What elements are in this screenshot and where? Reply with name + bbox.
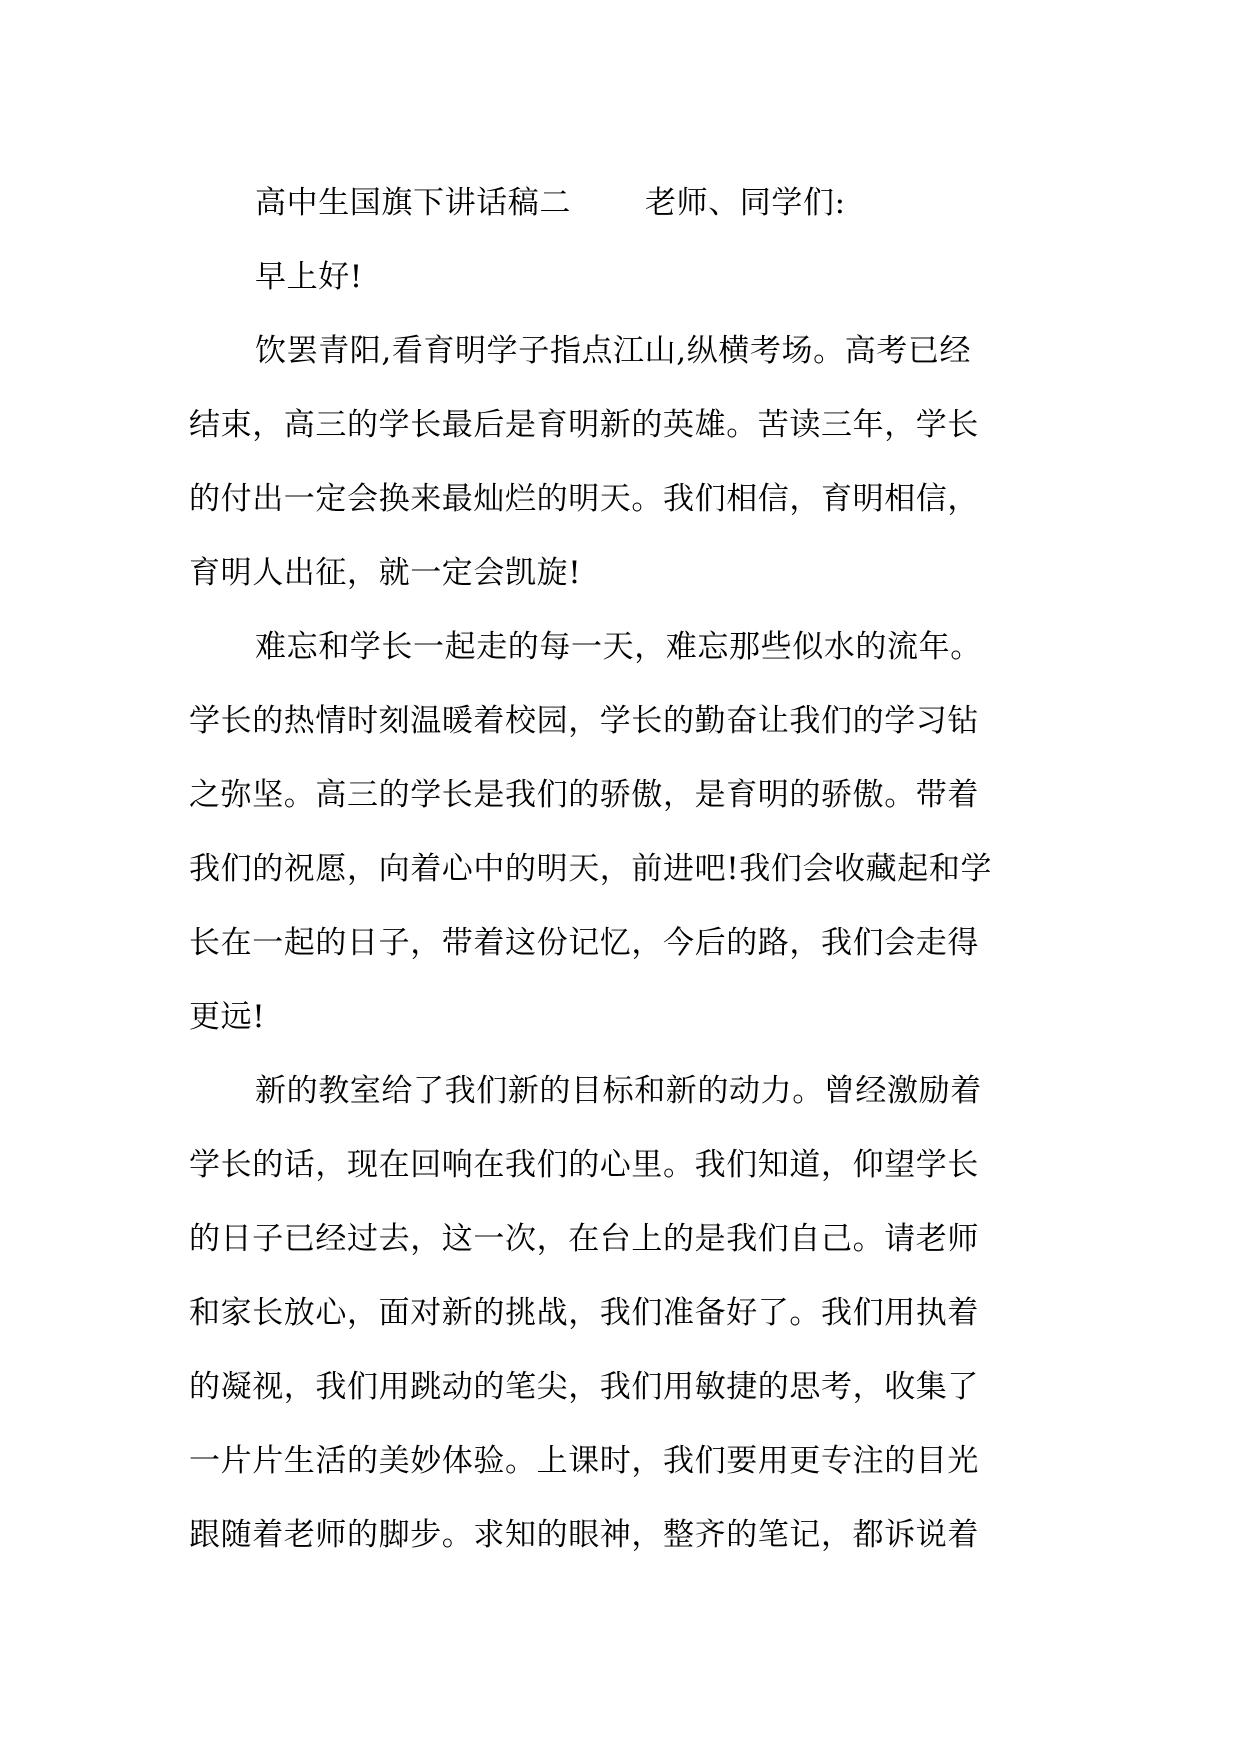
paragraph-line: 学长的热情时刻温暖着校园，学长的勤奋让我们的学习钻 [189, 703, 979, 739]
speech-body [189, 166, 1057, 1572]
greeting: 早上好! [255, 259, 363, 295]
paragraph-line: 更远! [189, 999, 266, 1035]
paragraph-line: 的付出一定会换来最灿烂的明天。我们相信，育明相信， [189, 481, 979, 517]
paragraph-line: 饮罢青阳,看育明学子指点江山,纵横考场。高考已经 [255, 333, 972, 369]
paragraph-line: 难忘和学长一起走的每一天，难忘那些似水的流年。 [255, 629, 982, 665]
paragraph-line: 新的教室给了我们新的目标和新的动力。曾经激励着 [255, 1073, 982, 1109]
paragraph-line: 一片片生活的美妙体验。上课时，我们要用更专注的目光 [189, 1443, 979, 1479]
paragraph-line: 长在一起的日子，带着这份记忆，今后的路，我们会走得 [189, 925, 979, 961]
paragraph-line: 学长的话，现在回响在我们的心里。我们知道，仰望学长 [189, 1147, 979, 1183]
title-line [189, 166, 1057, 240]
paragraph-line: 之弥坚。高三的学长是我们的骄傲，是育明的骄傲。带着 [189, 777, 979, 813]
paragraph-line: 我们的祝愿，向着心中的明天，前进吧!我们会收藏起和学 [189, 851, 993, 887]
paragraph-line: 的日子已经过去，这一次，在台上的是我们自己。请老师 [189, 1221, 979, 1257]
paragraph-line: 结束，高三的学长最后是育明新的英雄。苦读三年，学长 [189, 407, 979, 443]
paragraph-line: 育明人出征，就一定会凯旋! [189, 555, 582, 591]
document-title: 高中生国旗下讲话稿二 [255, 185, 571, 221]
salutation: 老师、同学们: [645, 185, 846, 221]
paragraph-line: 和家长放心，面对新的挑战，我们准备好了。我们用执着 [189, 1295, 979, 1331]
paragraph-line: 跟随着老师的脚步。求知的眼神，整齐的笔记，都诉说着 [189, 1517, 979, 1553]
paragraph-line: 的凝视，我们用跳动的笔尖，我们用敏捷的思考，收集了 [189, 1369, 979, 1405]
